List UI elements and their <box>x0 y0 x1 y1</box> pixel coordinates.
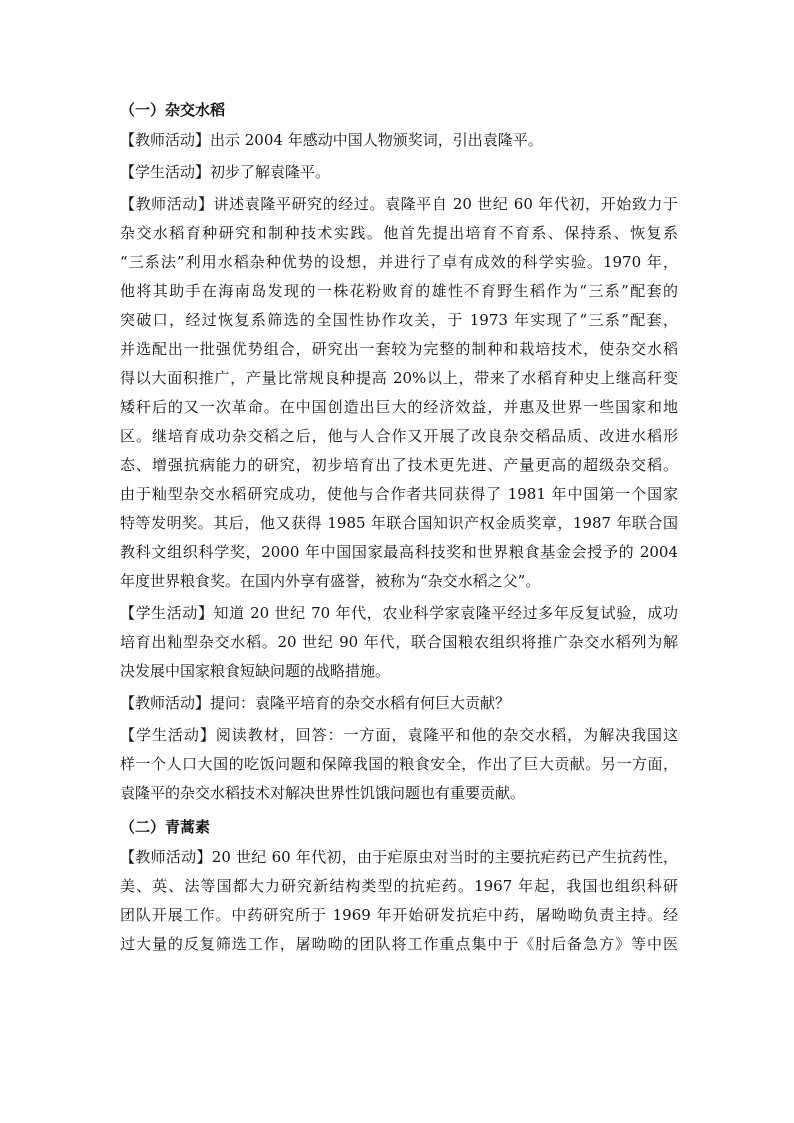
paragraph-line: 团队开展工作。中药研究所于 1969 年开始研发抗疟中药，屠呦呦负责主持。经 <box>120 906 678 924</box>
paragraph-line: 【教师活动】20 世纪 60 年代初，由于疟原虫对当时的主要抗疟药已产生抗药性， <box>120 848 678 866</box>
activity-paragraph <box>120 126 678 155</box>
paragraph-line: 并选配出一批强优势组合，研究出一套较为完整的制种和栽培技术，使杂交水稻 <box>120 340 678 358</box>
paragraph-line: 区。继培育成功杂交稻之后，他与人合作又开展了改良杂交稻品质、改进水稻形 <box>120 427 678 445</box>
paragraph-line: 过大量的反复筛选工作，屠呦呦的团队将工作重点集中于《肘后备急方》等中医 <box>120 935 678 953</box>
paragraph-line: 态、增强抗病能力的研究，初步培育出了技术更先进、产量更高的超级杂交稻。 <box>120 456 678 474</box>
activity-paragraph <box>120 689 678 718</box>
activity-paragraph <box>120 721 678 808</box>
paragraph-line: 得以大面积推广，产量比常规良种提高 20%以上，带来了水稻育种史上继高秆变 <box>120 369 678 387</box>
paragraph-line: 培育出籼型杂交水稻。20 世纪 90 年代，联合国粮农组织将推广杂交水稻列为解 <box>120 633 678 651</box>
paragraph-line: 袁隆平的杂交水稻技术对解决世界性饥饿问题也有重要贡献。 <box>120 784 526 802</box>
paragraph-line: 年度世界粮食奖。在国内外享有盛誉，被称为“杂交水稻之父”。 <box>120 572 541 590</box>
paragraph-line: 特等发明奖。其后，他又获得 1985 年联合国知识产权金质奖章，1987 年联合国 <box>120 514 678 532</box>
paragraph-line: 矮秆后的又一次革命。在中国创造出巨大的经济效益，并惠及世界一些国家和地 <box>120 398 678 416</box>
paragraph-line: 决发展中国家粮食短缺问题的战略措施。 <box>120 662 391 680</box>
document-page <box>120 94 678 962</box>
paragraph-line: 由于籼型杂交水稻研究成功，使他与合作者共同获得了 1981 年中国第一个国家 <box>120 485 678 503</box>
paragraph-line: 杂交水稻育种研究和制种技术实践。他首先提出培育不育系、保持系、恢复系 <box>120 224 678 242</box>
paragraph-line: 美、英、法等国都大力研究新结构类型的抗疟药。1967 年起，我国也组织科研 <box>120 877 678 895</box>
activity-paragraph <box>120 190 678 596</box>
paragraph-line: 【学生活动】初步了解袁隆平。 <box>120 163 331 181</box>
section-artemisinin-body <box>120 843 678 959</box>
paragraph-line: 【教师活动】出示 2004 年感动中国人物颁奖词，引出袁隆平。 <box>120 131 543 149</box>
activity-paragraph <box>120 843 678 959</box>
paragraph-line: “三系法”利用水稻杂种优势的设想，并进行了卓有成效的科学实验。1970 年， <box>120 253 678 271</box>
activity-paragraph <box>120 158 678 187</box>
paragraph-line: 样一个人口大国的吃饭问题和保障我国的粮食安全，作出了巨大贡献。另一方面， <box>120 755 678 773</box>
paragraph-line: 突破口，经过恢复系筛选的全国性协作攻关，于 1973 年实现了“三系”配套， <box>120 311 678 329</box>
paragraph-line: 【教师活动】讲述袁隆平研究的经过。袁隆平自 20 世纪 60 年代初，开始致力于 <box>120 195 678 213</box>
section-heading-artemisinin: （二）青蒿素 <box>120 818 211 836</box>
paragraph-line: 【教师活动】提问：袁隆平培育的杂交水稻有何巨大贡献？ <box>120 694 511 712</box>
paragraph-line: 他将其助手在海南岛发现的一株花粉败育的雄性不育野生稻作为“三系”配套的 <box>120 282 678 300</box>
paragraph-line: 【学生活动】知道 20 世纪 70 年代，农业科学家袁隆平经过多年反复试验，成功 <box>120 604 678 622</box>
section-heading-hybrid-rice: （一）杂交水稻 <box>120 101 226 119</box>
paragraph-line: 【学生活动】阅读教材，回答：一方面，袁隆平和他的杂交水稻，为解决我国这 <box>120 726 678 744</box>
paragraph-line: 教科文组织科学奖，2000 年中国国家最高科技奖和世界粮食基金会授予的 2004 <box>120 543 678 561</box>
activity-paragraph <box>120 599 678 686</box>
section-hybrid-rice-body <box>120 126 678 808</box>
